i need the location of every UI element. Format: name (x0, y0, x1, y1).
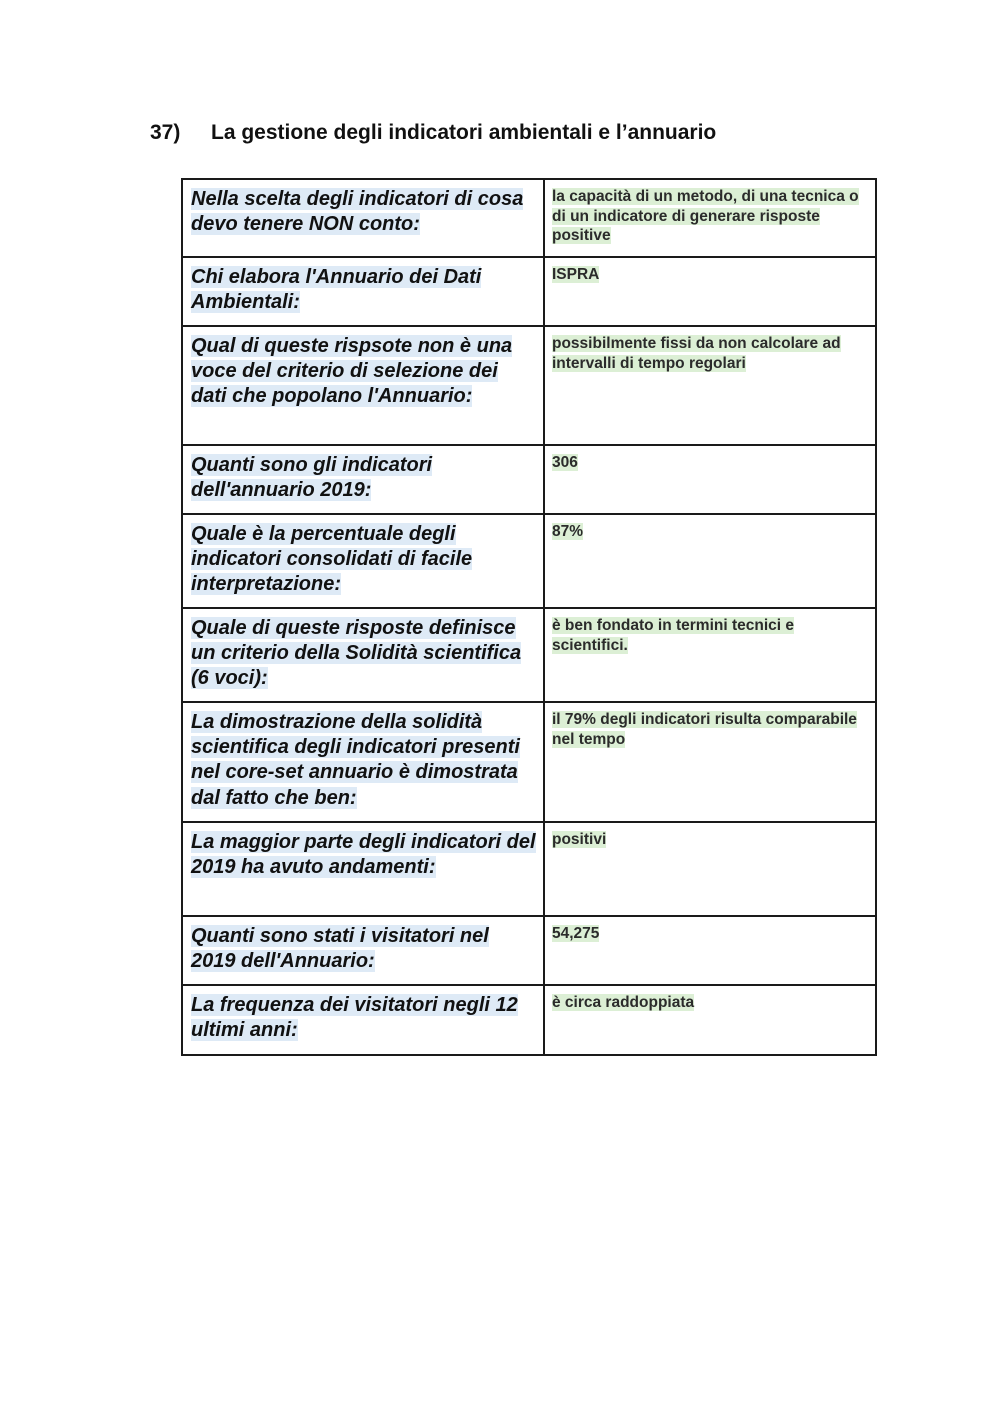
question-cell (182, 257, 544, 326)
answer-cell (544, 445, 876, 514)
question-cell (182, 514, 544, 608)
table-row (182, 822, 876, 916)
table-row (182, 702, 876, 822)
table-row (182, 608, 876, 702)
answer-text: possibilmente fissi da non calcolare ad intervalli di tempo regolari (552, 335, 841, 372)
answer-text: positivi (552, 831, 607, 848)
question-text: Nella scelta degli indicatori di cosa devo tenere NON conto: (191, 188, 524, 236)
answer-cell (544, 608, 876, 702)
answer-cell (544, 702, 876, 822)
answer-text: 87% (552, 523, 584, 540)
answer-text: il 79% degli indicatori risulta comparabile nel tempo (552, 711, 857, 748)
table-row (182, 179, 876, 257)
table-row (182, 916, 876, 985)
answer-text: ISPRA (552, 266, 600, 283)
question-cell (182, 326, 544, 445)
question-text: La dimostrazione della solidità scientifica degli indicatori presenti nel core-set annuario è dimostrata dal fatto che ben: (191, 711, 520, 809)
answer-cell (544, 326, 876, 445)
table-row (182, 326, 876, 445)
question-text: Quale di queste risposte definisce un criterio della Solidità scientifica (6 voci): (191, 617, 522, 690)
answer-text: è circa raddoppiata (552, 994, 695, 1011)
answer-cell (544, 514, 876, 608)
answer-text: 54,275 (552, 925, 600, 942)
question-cell (182, 179, 544, 257)
question-text: Chi elabora l'Annuario dei Dati Ambientali: (191, 266, 482, 314)
qa-table (181, 178, 877, 1056)
question-cell (182, 916, 544, 985)
table-row (182, 514, 876, 608)
section-title: La gestione degli indicatori ambientali e l’annuario (211, 121, 717, 144)
answer-cell (544, 985, 876, 1055)
answer-text: la capacità di un metodo, di una tecnica o di un indicatore di generare risposte positive (552, 188, 859, 245)
section-heading (150, 120, 716, 146)
question-text: Qual di queste rispsote non è una voce del criterio di selezione dei dati che popolano l'Annuario: (191, 335, 513, 408)
answer-text: 306 (552, 454, 578, 471)
answer-cell (544, 822, 876, 916)
question-text: La frequenza dei visitatori negli 12 ultimi anni: (191, 994, 518, 1042)
table-row (182, 257, 876, 326)
answer-cell (544, 916, 876, 985)
question-text: Quanti sono gli indicatori dell'annuario 2019: (191, 454, 433, 502)
table-row (182, 985, 876, 1055)
question-cell (182, 822, 544, 916)
table-row (182, 445, 876, 514)
question-cell (182, 702, 544, 822)
question-cell (182, 445, 544, 514)
question-text: Quale è la percentuale degli indicatori consolidati di facile interpretazione: (191, 523, 473, 596)
answer-cell (544, 179, 876, 257)
question-text: La maggior parte degli indicatori del 2019 ha avuto andamenti: (191, 831, 536, 879)
question-cell (182, 985, 544, 1055)
answer-cell (544, 257, 876, 326)
answer-text: è ben fondato in termini tecnici e scientifici. (552, 617, 795, 654)
section-number: 37) (150, 121, 181, 144)
question-text: Quanti sono stati i visitatori nel 2019 dell'Annuario: (191, 925, 489, 973)
question-cell (182, 608, 544, 702)
